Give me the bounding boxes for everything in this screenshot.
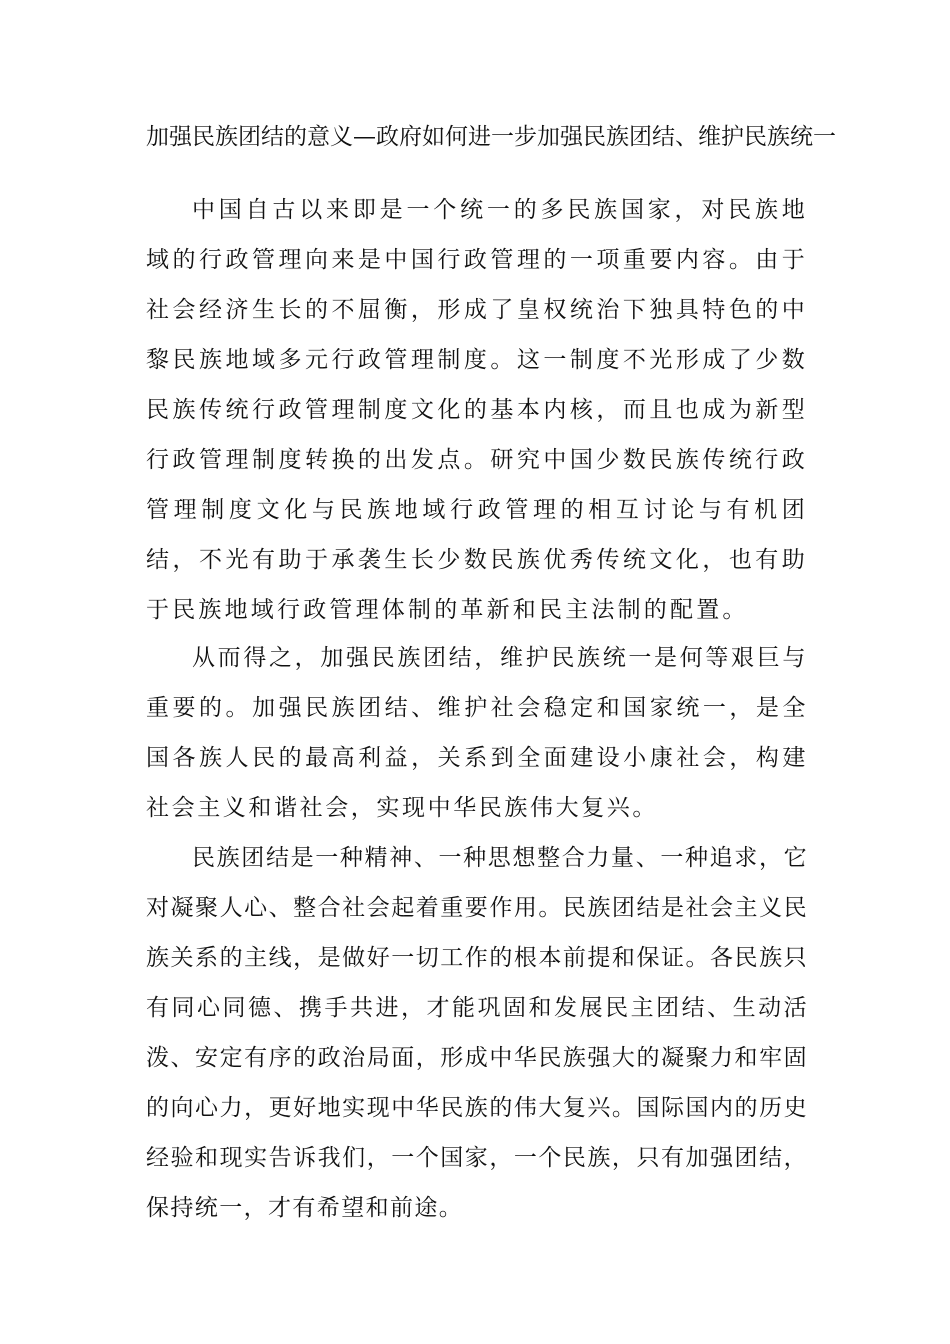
paragraph-1: 中国自古以来即是一个统一的多民族国家，对民族地域的行政管理向来是中国行政管理的一项重要内容。由于社会经济生长的不屈衡，形成了皇权统治下独具特色的中黎民族地域多元行政管理制度。这一制度不光形成了少数民族传统行政管理制度文化的基本内核，而且也成为新型行政管理制度转换的出发点。研究中国少数民族传统行政管理制度文化与民族地域行政管理的相互讨论与有机团结，不光有助于承袭生长少数民族优秀传统文化，也有助于民族地域行政管理体制的革新和民主法制的配置。	[146, 197, 808, 623]
document-title: 加强民族团结的意义—政府如何进一步加强民族团结、维护民族统一	[146, 124, 836, 150]
paragraph-3: 民族团结是一种精神、一种思想整合力量、一种追求，它对凝聚人心、整合社会起着重要作用。民族团结是社会主义民族关系的主线，是做好一切工作的根本前提和保证。各民族只有同心同德、携手共进，才能巩固和发展民主团结、生动活泼、安定有序的政治局面，形成中华民族强大的凝聚力和牢固的向心力，更好地实现中华民族的伟大复兴。国际国内的历史经验和现实告诉我们，一个国家，一个民族，只有加强团结，保持统一，才有希望和前途。	[146, 845, 808, 1221]
paragraph-2: 从而得之，加强民族团结，维护民族统一是何等艰巨与重要的。加强民族团结、维护社会稳定和国家统一，是全国各族人民的最高利益，关系到全面建设小康社会，构建社会主义和谐社会，实现中华民族伟大复兴。	[146, 645, 808, 821]
